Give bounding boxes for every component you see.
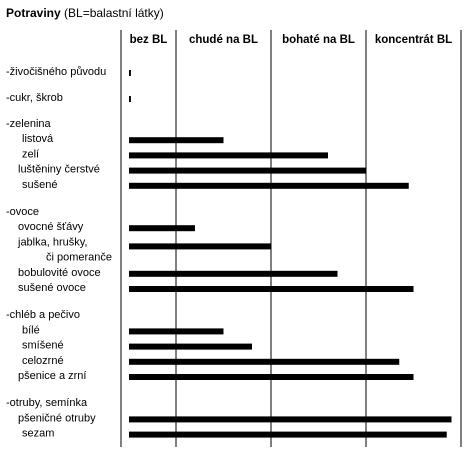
item-label: ovocné šťávy xyxy=(18,221,84,234)
group-label: -chléb a pečivo xyxy=(6,309,80,322)
scale-label: chudé na BL xyxy=(188,34,259,46)
scale-label: bez BL xyxy=(129,34,168,46)
bar xyxy=(129,243,271,249)
chart-title-main: Potraviny xyxy=(6,6,61,20)
item-label: pšeničné otruby xyxy=(18,412,96,425)
item-label: či pomeranče xyxy=(46,251,113,264)
item-label: bílé xyxy=(22,324,40,337)
item-label: sezam xyxy=(22,427,55,440)
item-label: sušené xyxy=(22,178,58,191)
bar xyxy=(129,152,328,158)
bar xyxy=(129,286,414,292)
bar xyxy=(129,271,338,277)
item-label: celozrné xyxy=(22,354,64,367)
scale-label: bohaté na BL xyxy=(282,34,355,46)
item-label: sušené ovoce xyxy=(18,282,86,294)
item-label: bobulovité ovoce xyxy=(18,266,101,279)
bar xyxy=(129,328,224,334)
item-label: pšenice a zrní xyxy=(18,370,87,382)
bar xyxy=(129,344,252,350)
bar xyxy=(129,416,452,422)
bar xyxy=(129,225,195,231)
bar xyxy=(129,374,414,380)
bar xyxy=(129,432,447,438)
bar xyxy=(129,168,366,174)
group-label: -živočišného původu xyxy=(6,66,107,78)
bar xyxy=(129,137,224,143)
item-label: zelí xyxy=(22,148,40,161)
group-label: -otruby, semínka xyxy=(6,397,88,410)
item-label: smíšené xyxy=(22,339,64,352)
item-label: luštěniny čerstvé xyxy=(18,163,100,176)
bar xyxy=(129,96,131,102)
item-label: listová xyxy=(22,133,54,146)
scale-label: koncentrát BL xyxy=(374,34,453,46)
bar xyxy=(129,359,399,365)
bar xyxy=(129,183,409,189)
item-label: jablka, hrušky, xyxy=(18,236,88,249)
chart-subtitle: (BL=balastní látky) xyxy=(64,6,164,20)
bar xyxy=(129,70,131,76)
group-label: -zelenina xyxy=(6,118,51,130)
group-label: -cukr, škrob xyxy=(6,92,63,104)
group-label: -ovoce xyxy=(6,206,40,218)
